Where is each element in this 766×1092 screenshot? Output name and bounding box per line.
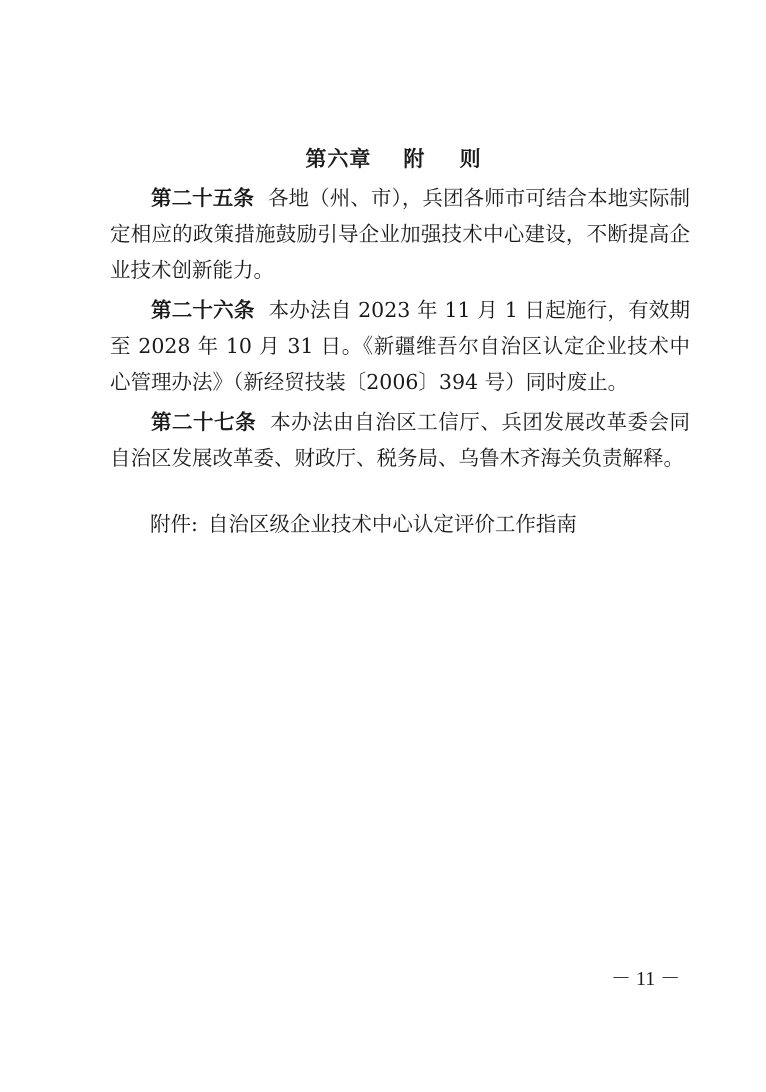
article-26 [110,292,690,400]
article-number: 第二十五条 [151,186,254,210]
articles-body [110,180,690,480]
attachment-title: 自治区级企业技术中心认定评价工作指南 [207,512,577,536]
chapter-title: 附 则 [403,146,495,171]
article-number: 第二十七条 [151,410,257,434]
attachment-line [150,506,577,542]
article-text: 本办法自 2023 年 11 月 1 日起施行，有效期至 2028 年 10 月 31 日。《新疆维吾尔自治区认定企业技术中心管理办法》（新经贸技装〔2006〕394 号）同时废止。 [110,298,690,394]
page-number: － 11 － [611,968,681,990]
article-27 [110,404,690,476]
article-number: 第二十六条 [151,298,255,322]
article-25 [110,180,690,288]
attachment-label: 附件: [150,512,198,536]
chapter-number: 第六章 [305,146,372,171]
chapter-heading [110,143,690,173]
article-text: 本办法由自治区工信厅、兵团发展改革委会同自治区发展改革委、财政厅、税务局、乌鲁木齐海关负责解释。 [110,410,691,470]
article-text: 各地（州、市），兵团各师市可结合本地实际制定相应的政策措施鼓励引导企业加强技术中心建设，不断提高企业技术创新能力。 [110,186,691,282]
